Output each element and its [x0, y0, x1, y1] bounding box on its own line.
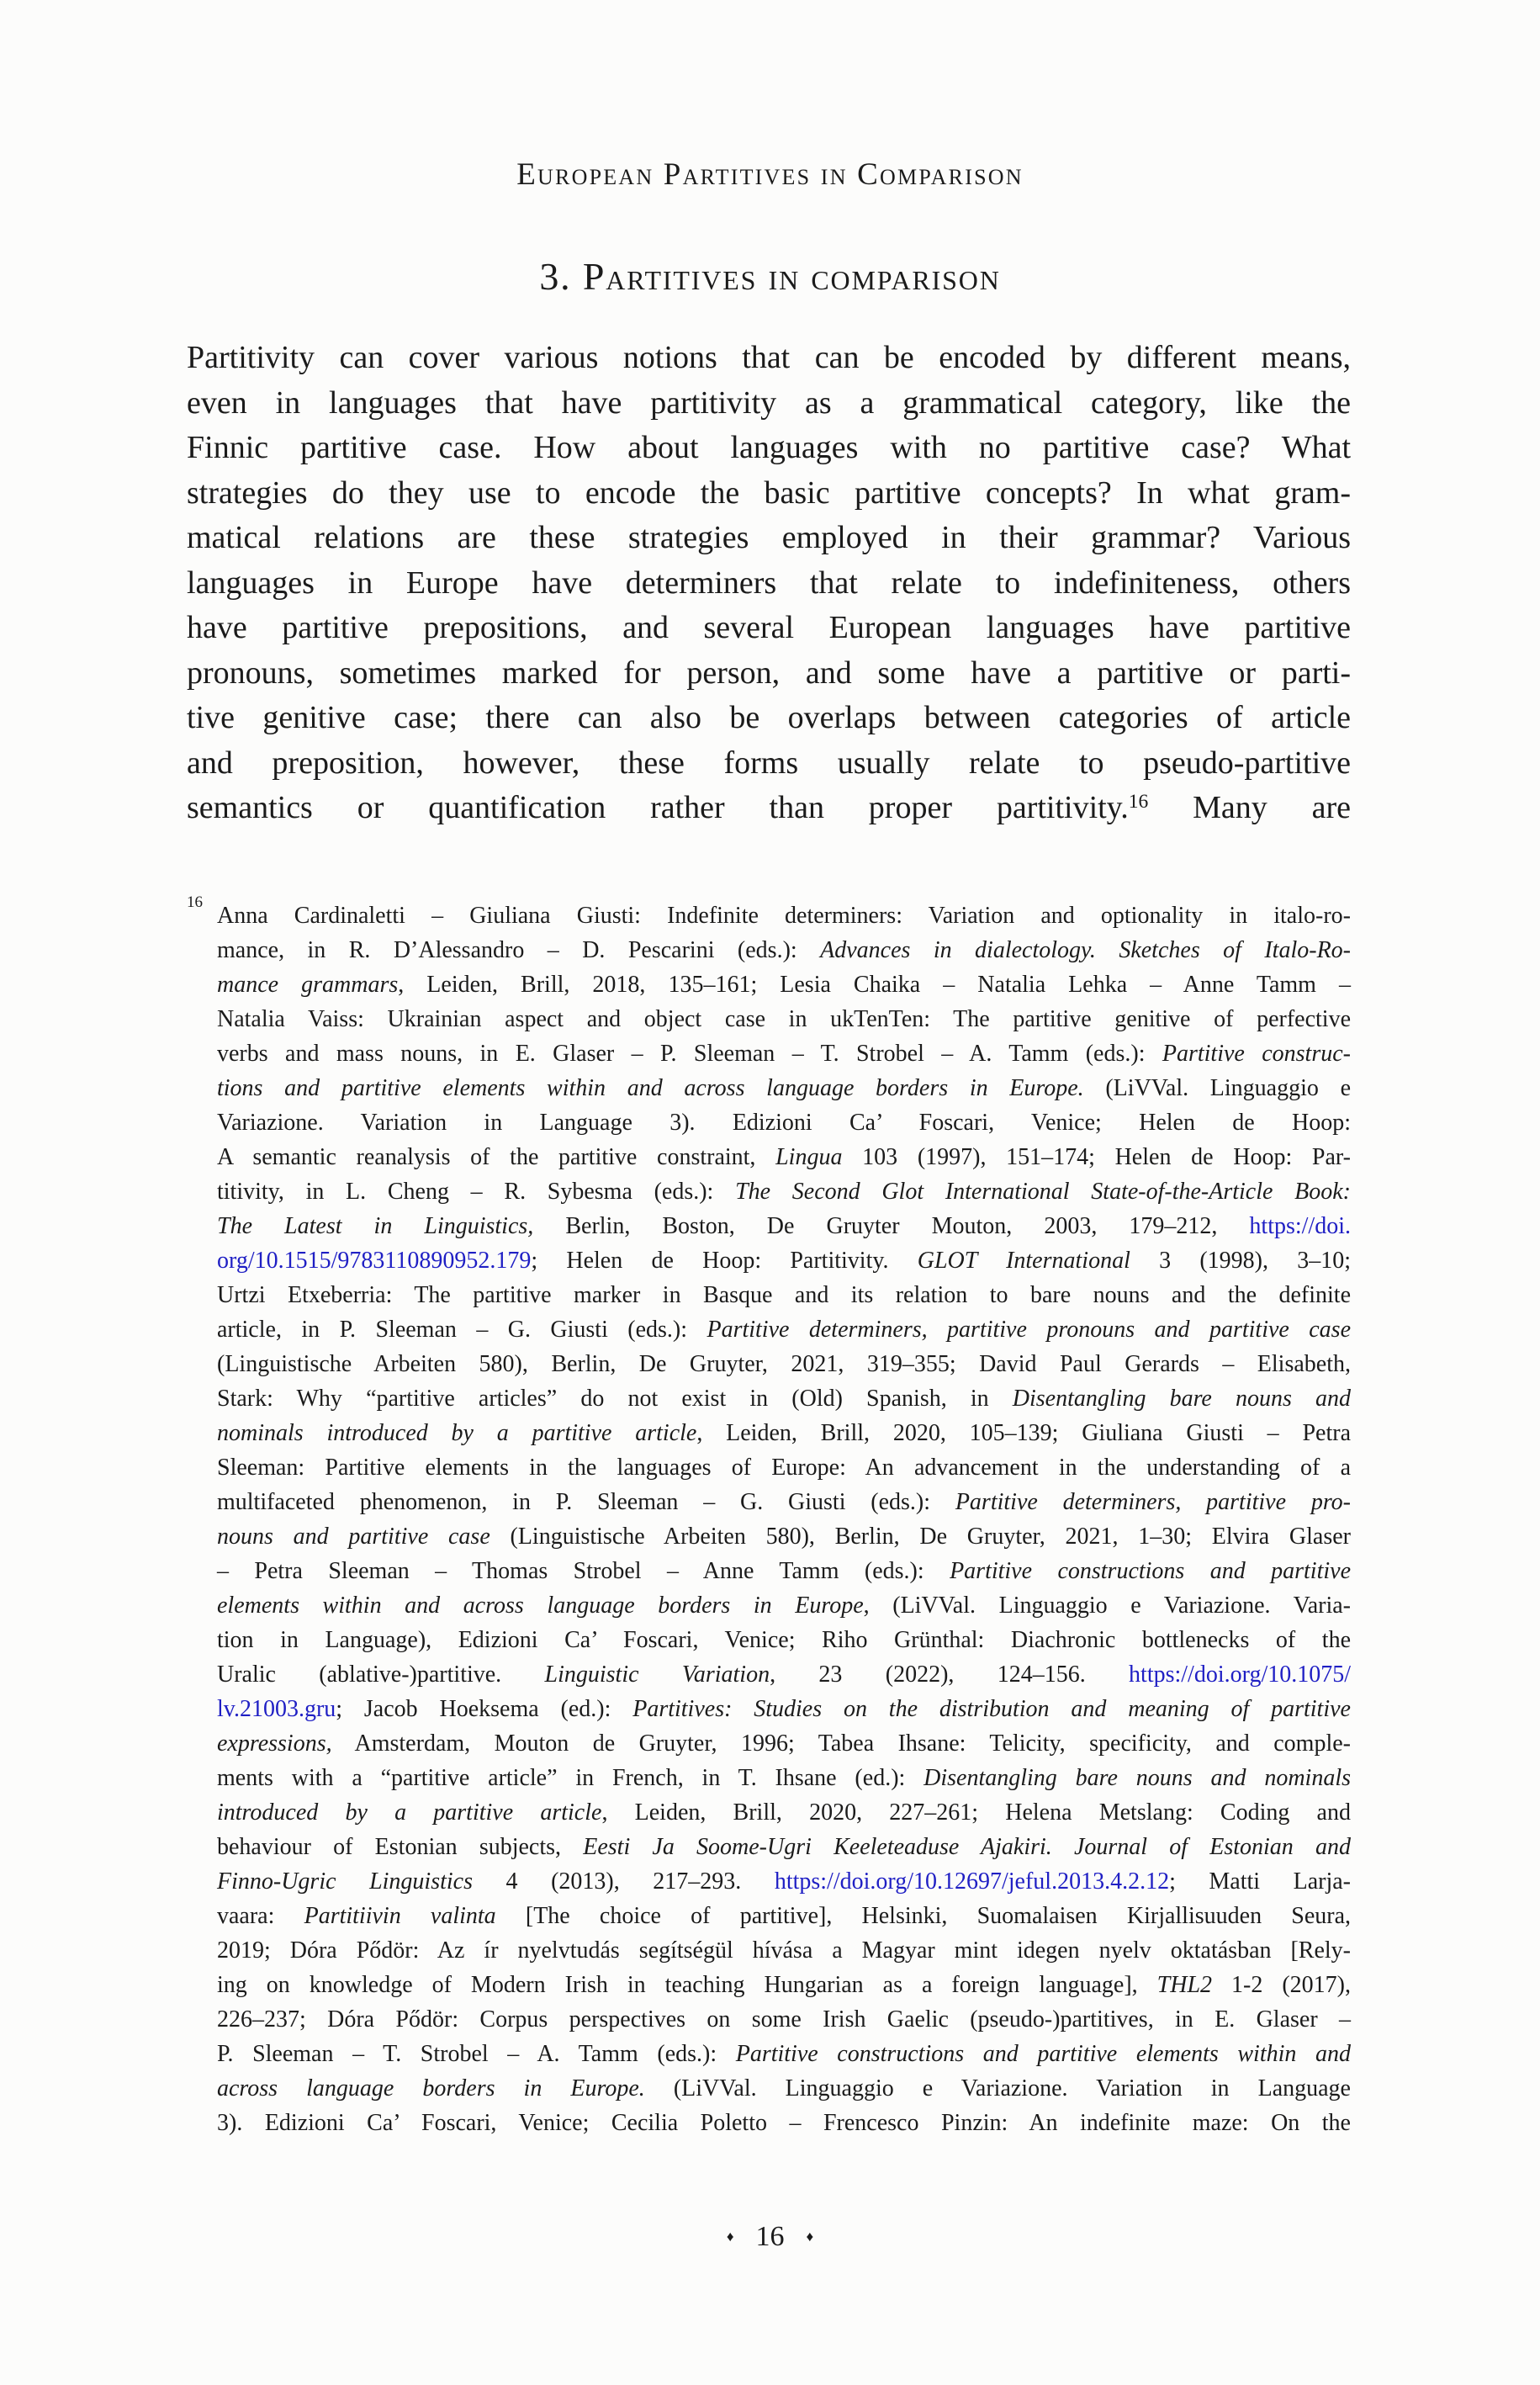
text-line	[187, 561, 1351, 607]
text-run: and preposition, however, these forms usually relate to pseudo-partitive	[187, 745, 1351, 781]
text-line	[187, 471, 1351, 517]
text-line	[187, 741, 1351, 787]
page-number-ornament-left: ♦	[726, 2229, 734, 2245]
text-run: ing on knowledge of Modern Irish in teaching Hungarian as a foreign language],	[217, 1972, 1157, 1998]
text-line	[217, 2071, 1351, 2106]
text-line	[217, 1657, 1351, 1692]
main-paragraph	[187, 336, 1351, 831]
text-run: Finnic partitive case. How about languages with no partitive case? What	[187, 430, 1351, 465]
text-run: Sleeman: Partitive elements in the languages of Europe: An advancement in the understanding of a	[217, 1455, 1351, 1481]
text-line	[217, 1830, 1351, 1864]
italic-text: across language borders in Europe.	[217, 2075, 645, 2101]
italic-text: Disentangling bare nouns and	[1012, 1386, 1352, 1412]
text-line	[187, 696, 1351, 741]
text-line	[217, 1623, 1351, 1657]
italic-text: Partitive construc-	[1162, 1041, 1351, 1067]
italic-text: tions and partitive elements within and across language borders in Europe.	[217, 1075, 1084, 1101]
text-run: P. Sleeman – T. Strobel – A. Tamm (eds.):	[217, 2041, 736, 2067]
doi-link[interactable]: https://doi.org/10.12697/jeful.2013.4.2.12	[774, 1868, 1170, 1895]
text-run: 226–237; Dóra Pődör: Corpus perspectives on some Irish Gaelic (pseudo-)partitives, in E. Glaser –	[217, 2006, 1351, 2033]
text-line	[217, 1036, 1351, 1071]
text-line	[187, 651, 1351, 697]
text-run: Partitivity can cover various notions that can be encoded by different means,	[187, 340, 1351, 375]
text-line	[217, 933, 1351, 967]
italic-text: nominals introduced by a partitive article	[217, 1420, 697, 1446]
text-line	[217, 1899, 1351, 1933]
page-number	[0, 2221, 1540, 2253]
text-run: Many are	[1148, 790, 1351, 825]
text-run: Uralic (ablative-)partitive.	[217, 1662, 545, 1688]
text-line	[217, 1485, 1351, 1519]
text-line	[187, 516, 1351, 561]
text-line	[217, 1588, 1351, 1623]
italic-text: Partitiivin valinta	[304, 1903, 496, 1929]
doi-link[interactable]: org/10.1515/9783110890952.179	[217, 1248, 532, 1274]
text-line	[217, 1278, 1351, 1312]
text-run: strategies do they use to encode the basic partitive concepts? In what gram-	[187, 474, 1351, 511]
text-run: Natalia Vaiss: Ukrainian aspect and object case in ukTenTen: The partitive genitive of perfective	[217, 1006, 1351, 1032]
doi-link[interactable]: https://doi.org/10.1075/	[1129, 1662, 1351, 1688]
text-run: article, in P. Sleeman – G. Giusti (eds.):	[217, 1317, 707, 1343]
text-line	[217, 1761, 1351, 1795]
text-line	[217, 1933, 1351, 1968]
text-run: Berlin, Boston, De Gruyter Mouton, 2003, 179–212,	[533, 1213, 1250, 1239]
text-line	[217, 967, 1351, 1002]
text-line	[217, 1795, 1351, 1830]
italic-text: Finno-Ugric Linguistics	[217, 1868, 473, 1895]
text-run: semantics or quantification rather than proper partitivity.	[187, 790, 1129, 825]
italic-text: Partitive determiners, partitive pro-	[955, 1489, 1351, 1515]
text-run: ; Helen de Hoop: Partitivity.	[531, 1248, 918, 1274]
text-line	[217, 1209, 1351, 1243]
text-line	[217, 1450, 1351, 1485]
text-line	[217, 1692, 1351, 1726]
italic-text: Advances in dialectology. Sketches of Italo-Ro-	[820, 937, 1351, 963]
italic-text: The Latest in Linguistics,	[217, 1213, 534, 1239]
text-line	[187, 606, 1351, 651]
text-run: languages in Europe have determiners that relate to indefiniteness, others	[187, 564, 1351, 601]
text-run: , Leiden, Brill, 2020, 227–261; Helena Metslang: Coding and	[601, 1799, 1351, 1826]
italic-text: expressions,	[217, 1730, 332, 1757]
footnote-marker: 16	[187, 893, 203, 911]
text-run: verbs and mass nouns, in E. Glaser – P. Sleeman – T. Strobel – A. Tamm (eds.):	[217, 1041, 1162, 1067]
text-run: Urtzi Etxeberria: The partitive marker in Basque and its relation to bare nouns and the definite	[217, 1282, 1351, 1308]
text-line	[217, 1105, 1351, 1140]
text-line	[217, 1347, 1351, 1381]
text-run: , (LiVVal. Linguaggio e Variazione. Varia-	[863, 1593, 1351, 1619]
text-line	[217, 2037, 1351, 2071]
page-number-ornament-right: ♦	[806, 2229, 814, 2245]
text-line	[217, 1243, 1351, 1278]
italic-text: mance grammars	[217, 972, 399, 998]
text-run: 3). Edizioni Ca’ Foscari, Venice; Cecilia Poletto – Frencesco Pinzin: An indefinite maze: On the	[217, 2110, 1351, 2136]
text-run: Variazione. Variation in Language 3). Edizioni Ca’ Foscari, Venice; Helen de Hoop:	[217, 1110, 1351, 1136]
italic-text: Partitive constructions and partitive elements within and	[735, 2041, 1351, 2067]
text-line	[217, 1140, 1351, 1174]
text-run: Stark: Why “partitive articles” do not exist in (Old) Spanish, in	[217, 1386, 1013, 1412]
italic-text: elements within and across language borders in Europe	[217, 1593, 864, 1619]
text-run: tive genitive case; there can also be overlaps between categories of article	[187, 700, 1351, 735]
text-run: (Linguistische Arbeiten 580), Berlin, De Gruyter, 2021, 319–355; David Paul Gerards – Elisabeth,	[217, 1351, 1351, 1377]
text-line	[217, 2106, 1351, 2140]
text-run: Amsterdam, Mouton de Gruyter, 1996; Tabea Ihsane: Telicity, specificity, and comple-	[331, 1730, 1351, 1757]
italic-text: GLOT International	[917, 1248, 1130, 1274]
text-line	[217, 2002, 1351, 2037]
text-run: 4 (2013), 217–293.	[472, 1868, 775, 1895]
text-run: ments with a “partitive article” in French, in T. Ihsane (ed.):	[217, 1765, 924, 1791]
text-line	[217, 1864, 1351, 1899]
text-run: 1-2 (2017),	[1212, 1972, 1351, 1998]
text-run: pronouns, sometimes marked for person, and some have a partitive or parti-	[187, 655, 1351, 691]
text-run: 103 (1997), 151–174; Helen de Hoop: Par-	[842, 1144, 1351, 1170]
text-line	[217, 898, 1351, 933]
page-number-value: 16	[755, 2221, 785, 2252]
italic-text: nouns and partitive case	[217, 1524, 490, 1550]
text-run: Anna Cardinaletti – Giuliana Giusti: Indefinite determiners: Variation and optionality in italo-ro-	[217, 903, 1351, 929]
text-run: tion in Language), Edizioni Ca’ Foscari, Venice; Riho Grünthal: Diachronic bottlenecks of the	[217, 1627, 1351, 1653]
text-run: ; Matti Larja-	[1169, 1868, 1351, 1895]
text-line	[217, 1519, 1351, 1554]
text-run: A semantic reanalysis of the partitive constraint,	[217, 1144, 776, 1170]
italic-text: Partitive constructions and partitive	[950, 1558, 1351, 1584]
italic-text: Disentangling bare nouns and nominals	[923, 1765, 1351, 1791]
footnote-16	[187, 893, 1352, 2140]
text-run: matical relations are these strategies employed in their grammar? Various	[187, 520, 1351, 555]
italic-text: Partitives: Studies on the distribution and meaning of partitive	[632, 1696, 1351, 1722]
text-run: even in languages that have partitivity as a grammatical category, like the	[187, 384, 1351, 421]
text-run: , 23 (2022), 124–156.	[770, 1662, 1130, 1688]
text-run: , Leiden, Brill, 2020, 105–139; Giuliana Giusti – Petra	[696, 1420, 1351, 1446]
italic-text: introduced by a partitive article	[217, 1799, 602, 1826]
text-run: have partitive prepositions, and several European languages have partitive	[187, 610, 1351, 645]
text-line	[187, 426, 1351, 471]
text-line	[217, 1726, 1351, 1761]
italic-text: The Second Glot International State-of-the-Article Book:	[735, 1179, 1352, 1205]
text-line	[217, 1002, 1351, 1036]
text-run: (Linguistische Arbeiten 580), Berlin, De Gruyter, 2021, 1–30; Elvira Glaser	[490, 1524, 1351, 1550]
italic-text: Partitive determiners, partitive pronouns and partitive case	[706, 1317, 1352, 1343]
text-line	[187, 786, 1351, 831]
text-run: – Petra Sleeman – Thomas Strobel – Anne Tamm (eds.):	[217, 1558, 950, 1584]
text-line	[217, 1381, 1351, 1416]
text-run: vaara:	[217, 1903, 304, 1929]
text-run: 3 (1998), 3–10;	[1130, 1248, 1351, 1274]
running-head: European Partitives in Comparison	[516, 157, 1024, 192]
text-run: mance, in R. D’Alessandro – D. Pescarini (eds.):	[217, 937, 821, 963]
text-run: titivity, in L. Cheng – R. Sybesma (eds.):	[217, 1179, 736, 1205]
text-run: multifaceted phenomenon, in P. Sleeman – G. Giusti (eds.):	[217, 1489, 955, 1515]
italic-text: THL2	[1156, 1972, 1213, 1998]
text-run: ; Jacob Hoeksema (ed.):	[336, 1696, 633, 1722]
doi-link[interactable]: lv.21003.gru	[217, 1696, 336, 1722]
text-line	[217, 1312, 1351, 1347]
text-run: behaviour of Estonian subjects,	[217, 1834, 584, 1860]
text-run: , Leiden, Brill, 2018, 135–161; Lesia Chaika – Natalia Lehka – Anne Tamm –	[398, 972, 1351, 998]
doi-link[interactable]: https://doi.	[1249, 1213, 1351, 1239]
section-title: 3. Partitives in comparison	[539, 255, 1001, 298]
italic-text: Eesti Ja Soome-Ugri Keeleteaduse Ajakiri. Journal of Estonian and	[583, 1834, 1351, 1860]
footnote-reference[interactable]: 16	[1128, 791, 1149, 814]
text-line	[217, 1174, 1351, 1209]
text-line	[217, 1416, 1351, 1450]
text-line	[217, 1968, 1351, 2002]
text-run: (LiVVal. Linguaggio e Variazione. Variation in Language	[644, 2075, 1351, 2101]
italic-text: Lingua	[775, 1144, 843, 1170]
italic-text: Linguistic Variation	[544, 1662, 770, 1688]
footnote-text	[217, 898, 1351, 2140]
text-line	[217, 1554, 1351, 1588]
text-run: 2019; Dóra Pődör: Az ír nyelvtudás segítségül hívása a Magyar mint idegen nyelv oktatásban [Rely-	[217, 1937, 1351, 1964]
text-run: (LiVVal. Linguaggio e	[1083, 1075, 1351, 1101]
text-line	[217, 1071, 1351, 1105]
text-line	[187, 336, 1351, 381]
text-line	[187, 381, 1351, 427]
text-run: [The choice of partitive], Helsinki, Suomalaisen Kirjallisuuden Seura,	[495, 1903, 1352, 1929]
